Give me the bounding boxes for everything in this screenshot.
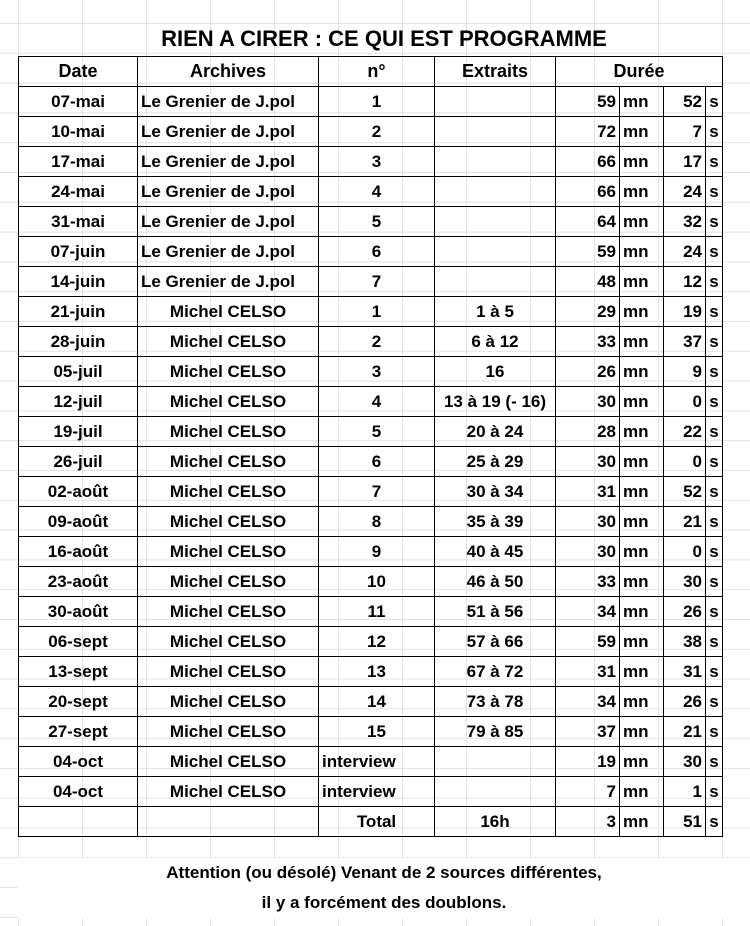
cell-date: 21-juin xyxy=(19,297,138,327)
cell-archive: Michel CELSO xyxy=(138,597,319,627)
cell-minutes: 59 xyxy=(556,237,620,267)
cell-archive: Michel CELSO xyxy=(138,327,319,357)
table-row xyxy=(19,297,723,327)
cell-seconds: 26 xyxy=(664,597,706,627)
cell-seconds: 30 xyxy=(664,567,706,597)
cell-date: 09-août xyxy=(19,507,138,537)
cell-minutes: 26 xyxy=(556,357,620,387)
cell-seconds: 30 xyxy=(664,747,706,777)
cell-s-unit: s xyxy=(706,747,723,777)
cell-number: 2 xyxy=(319,117,435,147)
table-row xyxy=(19,387,723,417)
cell-extraits: 67 à 72 xyxy=(435,657,556,687)
cell-s-unit: s xyxy=(706,717,723,747)
table-row xyxy=(19,147,723,177)
cell-extraits: 46 à 50 xyxy=(435,567,556,597)
cell-minutes: 29 xyxy=(556,297,620,327)
cell-seconds: 7 xyxy=(664,117,706,147)
cell-minutes: 37 xyxy=(556,717,620,747)
cell-mn-unit: mn xyxy=(620,657,664,687)
total-empty-date xyxy=(19,807,138,837)
table-row xyxy=(19,537,723,567)
cell-mn-unit: mn xyxy=(620,237,664,267)
total-row xyxy=(19,807,723,837)
cell-archive: Michel CELSO xyxy=(138,567,319,597)
cell-archive: Michel CELSO xyxy=(138,717,319,747)
cell-mn-unit: mn xyxy=(620,777,664,807)
cell-date: 05-juil xyxy=(19,357,138,387)
cell-number: 9 xyxy=(319,537,435,567)
cell-seconds: 19 xyxy=(664,297,706,327)
cell-extraits xyxy=(435,267,556,297)
cell-number: 14 xyxy=(319,687,435,717)
cell-date: 07-juin xyxy=(19,237,138,267)
cell-archive: Le Grenier de J.pol xyxy=(138,267,319,297)
column-header-date: Date xyxy=(19,57,138,87)
table-row xyxy=(19,267,723,297)
cell-minutes: 19 xyxy=(556,747,620,777)
cell-number: 13 xyxy=(319,657,435,687)
column-header-extraits: Extraits xyxy=(435,57,556,87)
cell-s-unit: s xyxy=(706,657,723,687)
table-row xyxy=(19,747,723,777)
cell-seconds: 9 xyxy=(664,357,706,387)
table-row xyxy=(19,327,723,357)
cell-seconds: 0 xyxy=(664,387,706,417)
cell-mn-unit: mn xyxy=(620,147,664,177)
cell-archive: Le Grenier de J.pol xyxy=(138,207,319,237)
cell-archive: Michel CELSO xyxy=(138,357,319,387)
cell-extraits: 6 à 12 xyxy=(435,327,556,357)
cell-mn-unit: mn xyxy=(620,537,664,567)
cell-number: 7 xyxy=(319,477,435,507)
total-minutes: 3 xyxy=(556,807,620,837)
cell-date: 04-oct xyxy=(19,777,138,807)
column-header-number: n° xyxy=(319,57,435,87)
cell-number: 5 xyxy=(319,207,435,237)
cell-minutes: 31 xyxy=(556,657,620,687)
cell-seconds: 52 xyxy=(664,477,706,507)
cell-date: 31-mai xyxy=(19,207,138,237)
cell-extraits xyxy=(435,237,556,267)
cell-date: 28-juin xyxy=(19,327,138,357)
cell-date: 26-juil xyxy=(19,447,138,477)
table-row xyxy=(19,177,723,207)
cell-date: 30-août xyxy=(19,597,138,627)
cell-number: 6 xyxy=(319,237,435,267)
table-row xyxy=(19,477,723,507)
cell-s-unit: s xyxy=(706,447,723,477)
cell-s-unit: s xyxy=(706,687,723,717)
cell-s-unit: s xyxy=(706,87,723,117)
cell-seconds: 22 xyxy=(664,417,706,447)
cell-mn-unit: mn xyxy=(620,567,664,597)
cell-archive: Le Grenier de J.pol xyxy=(138,237,319,267)
total-s-unit: s xyxy=(706,807,723,837)
table-row xyxy=(19,357,723,387)
cell-number: 4 xyxy=(319,177,435,207)
total-label: Total xyxy=(319,807,435,837)
cell-extraits xyxy=(435,777,556,807)
cell-minutes: 64 xyxy=(556,207,620,237)
cell-mn-unit: mn xyxy=(620,387,664,417)
cell-mn-unit: mn xyxy=(620,717,664,747)
cell-seconds: 1 xyxy=(664,777,706,807)
cell-minutes: 34 xyxy=(556,687,620,717)
cell-date: 23-août xyxy=(19,567,138,597)
cell-archive: Michel CELSO xyxy=(138,507,319,537)
cell-s-unit: s xyxy=(706,507,723,537)
cell-extraits: 16 xyxy=(435,357,556,387)
cell-s-unit: s xyxy=(706,537,723,567)
cell-number: 6 xyxy=(319,447,435,477)
cell-number: 1 xyxy=(319,87,435,117)
cell-archive: Michel CELSO xyxy=(138,417,319,447)
cell-extraits xyxy=(435,177,556,207)
cell-archive: Le Grenier de J.pol xyxy=(138,117,319,147)
cell-seconds: 21 xyxy=(664,507,706,537)
cell-s-unit: s xyxy=(706,177,723,207)
cell-seconds: 32 xyxy=(664,207,706,237)
cell-seconds: 17 xyxy=(664,147,706,177)
cell-minutes: 66 xyxy=(556,147,620,177)
cell-date: 24-mai xyxy=(19,177,138,207)
cell-extraits: 73 à 78 xyxy=(435,687,556,717)
table-row xyxy=(19,117,723,147)
cell-extraits xyxy=(435,117,556,147)
cell-extraits xyxy=(435,747,556,777)
table-row xyxy=(19,567,723,597)
cell-s-unit: s xyxy=(706,207,723,237)
cell-archive: Michel CELSO xyxy=(138,477,319,507)
cell-seconds: 31 xyxy=(664,657,706,687)
cell-extraits: 57 à 66 xyxy=(435,627,556,657)
cell-s-unit: s xyxy=(706,237,723,267)
cell-s-unit: s xyxy=(706,357,723,387)
cell-seconds: 52 xyxy=(664,87,706,117)
cell-archive: Michel CELSO xyxy=(138,297,319,327)
cell-mn-unit: mn xyxy=(620,627,664,657)
cell-minutes: 59 xyxy=(556,87,620,117)
cell-s-unit: s xyxy=(706,777,723,807)
cell-minutes: 66 xyxy=(556,177,620,207)
page-title: RIEN A CIRER : CE QUI EST PROGRAMME xyxy=(161,26,607,51)
cell-minutes: 33 xyxy=(556,327,620,357)
cell-minutes: 30 xyxy=(556,447,620,477)
cell-mn-unit: mn xyxy=(620,507,664,537)
cell-mn-unit: mn xyxy=(620,357,664,387)
cell-mn-unit: mn xyxy=(620,267,664,297)
cell-extraits xyxy=(435,87,556,117)
cell-archive: Michel CELSO xyxy=(138,687,319,717)
footer-line-2: il y a forcément des doublons. xyxy=(261,893,507,912)
cell-archive: Le Grenier de J.pol xyxy=(138,87,319,117)
cell-mn-unit: mn xyxy=(620,297,664,327)
total-mn-unit: mn xyxy=(620,807,664,837)
table-row xyxy=(19,627,723,657)
cell-mn-unit: mn xyxy=(620,687,664,717)
cell-number: 15 xyxy=(319,717,435,747)
cell-s-unit: s xyxy=(706,297,723,327)
cell-seconds: 12 xyxy=(664,267,706,297)
cell-extraits: 40 à 45 xyxy=(435,537,556,567)
total-empty-archive xyxy=(138,807,319,837)
cell-number: 8 xyxy=(319,507,435,537)
cell-minutes: 30 xyxy=(556,507,620,537)
cell-date: 12-juil xyxy=(19,387,138,417)
cell-s-unit: s xyxy=(706,267,723,297)
cell-mn-unit: mn xyxy=(620,747,664,777)
table-row xyxy=(19,447,723,477)
cell-minutes: 72 xyxy=(556,117,620,147)
cell-extraits: 25 à 29 xyxy=(435,447,556,477)
cell-seconds: 24 xyxy=(664,177,706,207)
cell-extraits: 79 à 85 xyxy=(435,717,556,747)
cell-extraits xyxy=(435,207,556,237)
cell-number: 11 xyxy=(319,597,435,627)
cell-s-unit: s xyxy=(706,117,723,147)
schedule-table xyxy=(18,56,723,837)
cell-seconds: 0 xyxy=(664,537,706,567)
cell-extraits xyxy=(435,147,556,177)
cell-date: 19-juil xyxy=(19,417,138,447)
cell-date: 07-mai xyxy=(19,87,138,117)
cell-number: interview xyxy=(319,777,435,807)
cell-minutes: 7 xyxy=(556,777,620,807)
cell-number: 12 xyxy=(319,627,435,657)
table-row xyxy=(19,87,723,117)
cell-archive: Michel CELSO xyxy=(138,537,319,567)
cell-mn-unit: mn xyxy=(620,477,664,507)
cell-archive: Michel CELSO xyxy=(138,387,319,417)
table-row xyxy=(19,207,723,237)
cell-number: 7 xyxy=(319,267,435,297)
cell-s-unit: s xyxy=(706,387,723,417)
cell-seconds: 37 xyxy=(664,327,706,357)
cell-archive: Michel CELSO xyxy=(138,777,319,807)
cell-s-unit: s xyxy=(706,597,723,627)
cell-seconds: 26 xyxy=(664,687,706,717)
table-row xyxy=(19,417,723,447)
table-row xyxy=(19,777,723,807)
cell-number: interview xyxy=(319,747,435,777)
cell-number: 10 xyxy=(319,567,435,597)
cell-mn-unit: mn xyxy=(620,417,664,447)
cell-minutes: 59 xyxy=(556,627,620,657)
cell-minutes: 28 xyxy=(556,417,620,447)
cell-s-unit: s xyxy=(706,417,723,447)
cell-minutes: 30 xyxy=(556,387,620,417)
cell-number: 1 xyxy=(319,297,435,327)
cell-seconds: 24 xyxy=(664,237,706,267)
cell-date: 04-oct xyxy=(19,747,138,777)
cell-archive: Michel CELSO xyxy=(138,747,319,777)
table-body xyxy=(19,87,723,807)
cell-archive: Michel CELSO xyxy=(138,447,319,477)
column-header-duree: Durée xyxy=(556,57,723,87)
cell-number: 3 xyxy=(319,147,435,177)
cell-s-unit: s xyxy=(706,567,723,597)
cell-minutes: 33 xyxy=(556,567,620,597)
cell-minutes: 48 xyxy=(556,267,620,297)
table-row xyxy=(19,597,723,627)
cell-extraits: 35 à 39 xyxy=(435,507,556,537)
cell-date: 06-sept xyxy=(19,627,138,657)
cell-number: 3 xyxy=(319,357,435,387)
total-seconds: 51 xyxy=(664,807,706,837)
cell-s-unit: s xyxy=(706,627,723,657)
header-row xyxy=(19,57,723,87)
cell-mn-unit: mn xyxy=(620,177,664,207)
cell-seconds: 38 xyxy=(664,627,706,657)
cell-number: 4 xyxy=(319,387,435,417)
cell-archive: Le Grenier de J.pol xyxy=(138,177,319,207)
cell-extraits: 13 à 19 (- 16) xyxy=(435,387,556,417)
cell-mn-unit: mn xyxy=(620,597,664,627)
table-row xyxy=(19,717,723,747)
cell-date: 13-sept xyxy=(19,657,138,687)
cell-date: 17-mai xyxy=(19,147,138,177)
cell-mn-unit: mn xyxy=(620,327,664,357)
cell-archive: Michel CELSO xyxy=(138,657,319,687)
table-row xyxy=(19,237,723,267)
cell-s-unit: s xyxy=(706,147,723,177)
cell-date: 10-mai xyxy=(19,117,138,147)
cell-mn-unit: mn xyxy=(620,207,664,237)
cell-date: 16-août xyxy=(19,537,138,567)
cell-extraits: 20 à 24 xyxy=(435,417,556,447)
footer-line-1: Attention (ou désolé) Venant de 2 sources différentes, xyxy=(166,863,602,882)
table-row xyxy=(19,507,723,537)
cell-archive: Michel CELSO xyxy=(138,627,319,657)
cell-date: 27-sept xyxy=(19,717,138,747)
cell-minutes: 31 xyxy=(556,477,620,507)
cell-number: 5 xyxy=(319,417,435,447)
cell-date: 20-sept xyxy=(19,687,138,717)
cell-minutes: 34 xyxy=(556,597,620,627)
cell-s-unit: s xyxy=(706,477,723,507)
cell-seconds: 0 xyxy=(664,447,706,477)
total-hours: 16h xyxy=(435,807,556,837)
cell-extraits: 1 à 5 xyxy=(435,297,556,327)
table-row xyxy=(19,687,723,717)
cell-mn-unit: mn xyxy=(620,447,664,477)
table-row xyxy=(19,657,723,687)
column-header-archives: Archives xyxy=(138,57,319,87)
footer-note xyxy=(18,858,750,918)
cell-mn-unit: mn xyxy=(620,117,664,147)
cell-extraits: 30 à 34 xyxy=(435,477,556,507)
cell-mn-unit: mn xyxy=(620,87,664,117)
cell-archive: Le Grenier de J.pol xyxy=(138,147,319,177)
cell-seconds: 21 xyxy=(664,717,706,747)
cell-extraits: 51 à 56 xyxy=(435,597,556,627)
cell-number: 2 xyxy=(319,327,435,357)
cell-s-unit: s xyxy=(706,327,723,357)
cell-minutes: 30 xyxy=(556,537,620,567)
cell-date: 02-août xyxy=(19,477,138,507)
cell-date: 14-juin xyxy=(19,267,138,297)
